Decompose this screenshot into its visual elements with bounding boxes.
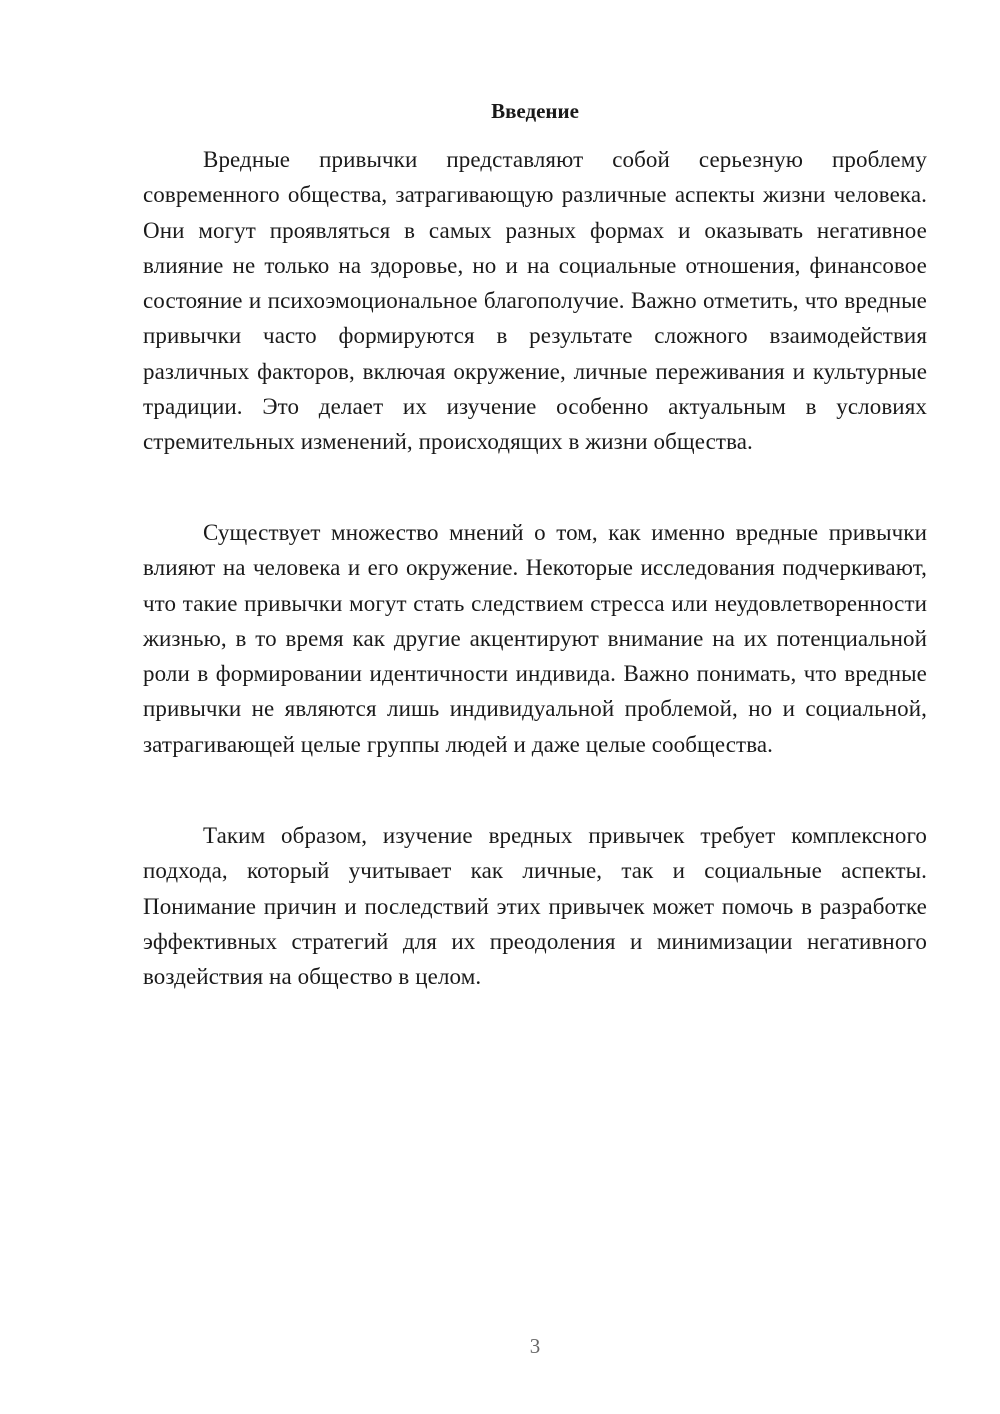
paragraph-2: Существует множество мнений о том, как именно вредные привычки влияют на человека и его окружение. Некоторые исследования подчеркивают, что такие привычки могут стать следствием стресса или неудовлетворенности жизнью, в то время как другие акцентируют внимание на их потенциальной роли в формировании идентичности индивида. Важно понимать, что вредные привычки не являются лишь индивидуальной проблемой, но и социальной, затрагивающей целые группы людей и даже целые сообщества.: [143, 520, 927, 757]
page-number: 3: [529, 1334, 541, 1358]
paragraph-1: Вредные привычки представляют собой серьезную проблему современного общества, затрагивающую различные аспекты жизни человека. Они могут проявляться в самых разных формах и оказывать негативное влияние не только на здоровье, но и на социальные отношения, финансовое состояние и психоэмоциональное благополучие. Важно отметить, что вредные привычки часто формируются в результате сложного взаимодействия различных факторов, включая окружение, личные переживания и культурные традиции. Это делает их изучение особенно актуальным в условиях стремительных изменений, происходящих в жизни общества.: [143, 147, 927, 455]
paragraph-3: Таким образом, изучение вредных привычек требует комплексного подхода, который учитывает как личные, так и социальные аспекты. Понимание причин и последствий этих привычек может помочь в разработке эффективных стратегий для их преодоления и минимизации негативного воздействия на общество в целом.: [143, 823, 927, 990]
section-heading: Введение: [491, 99, 579, 123]
